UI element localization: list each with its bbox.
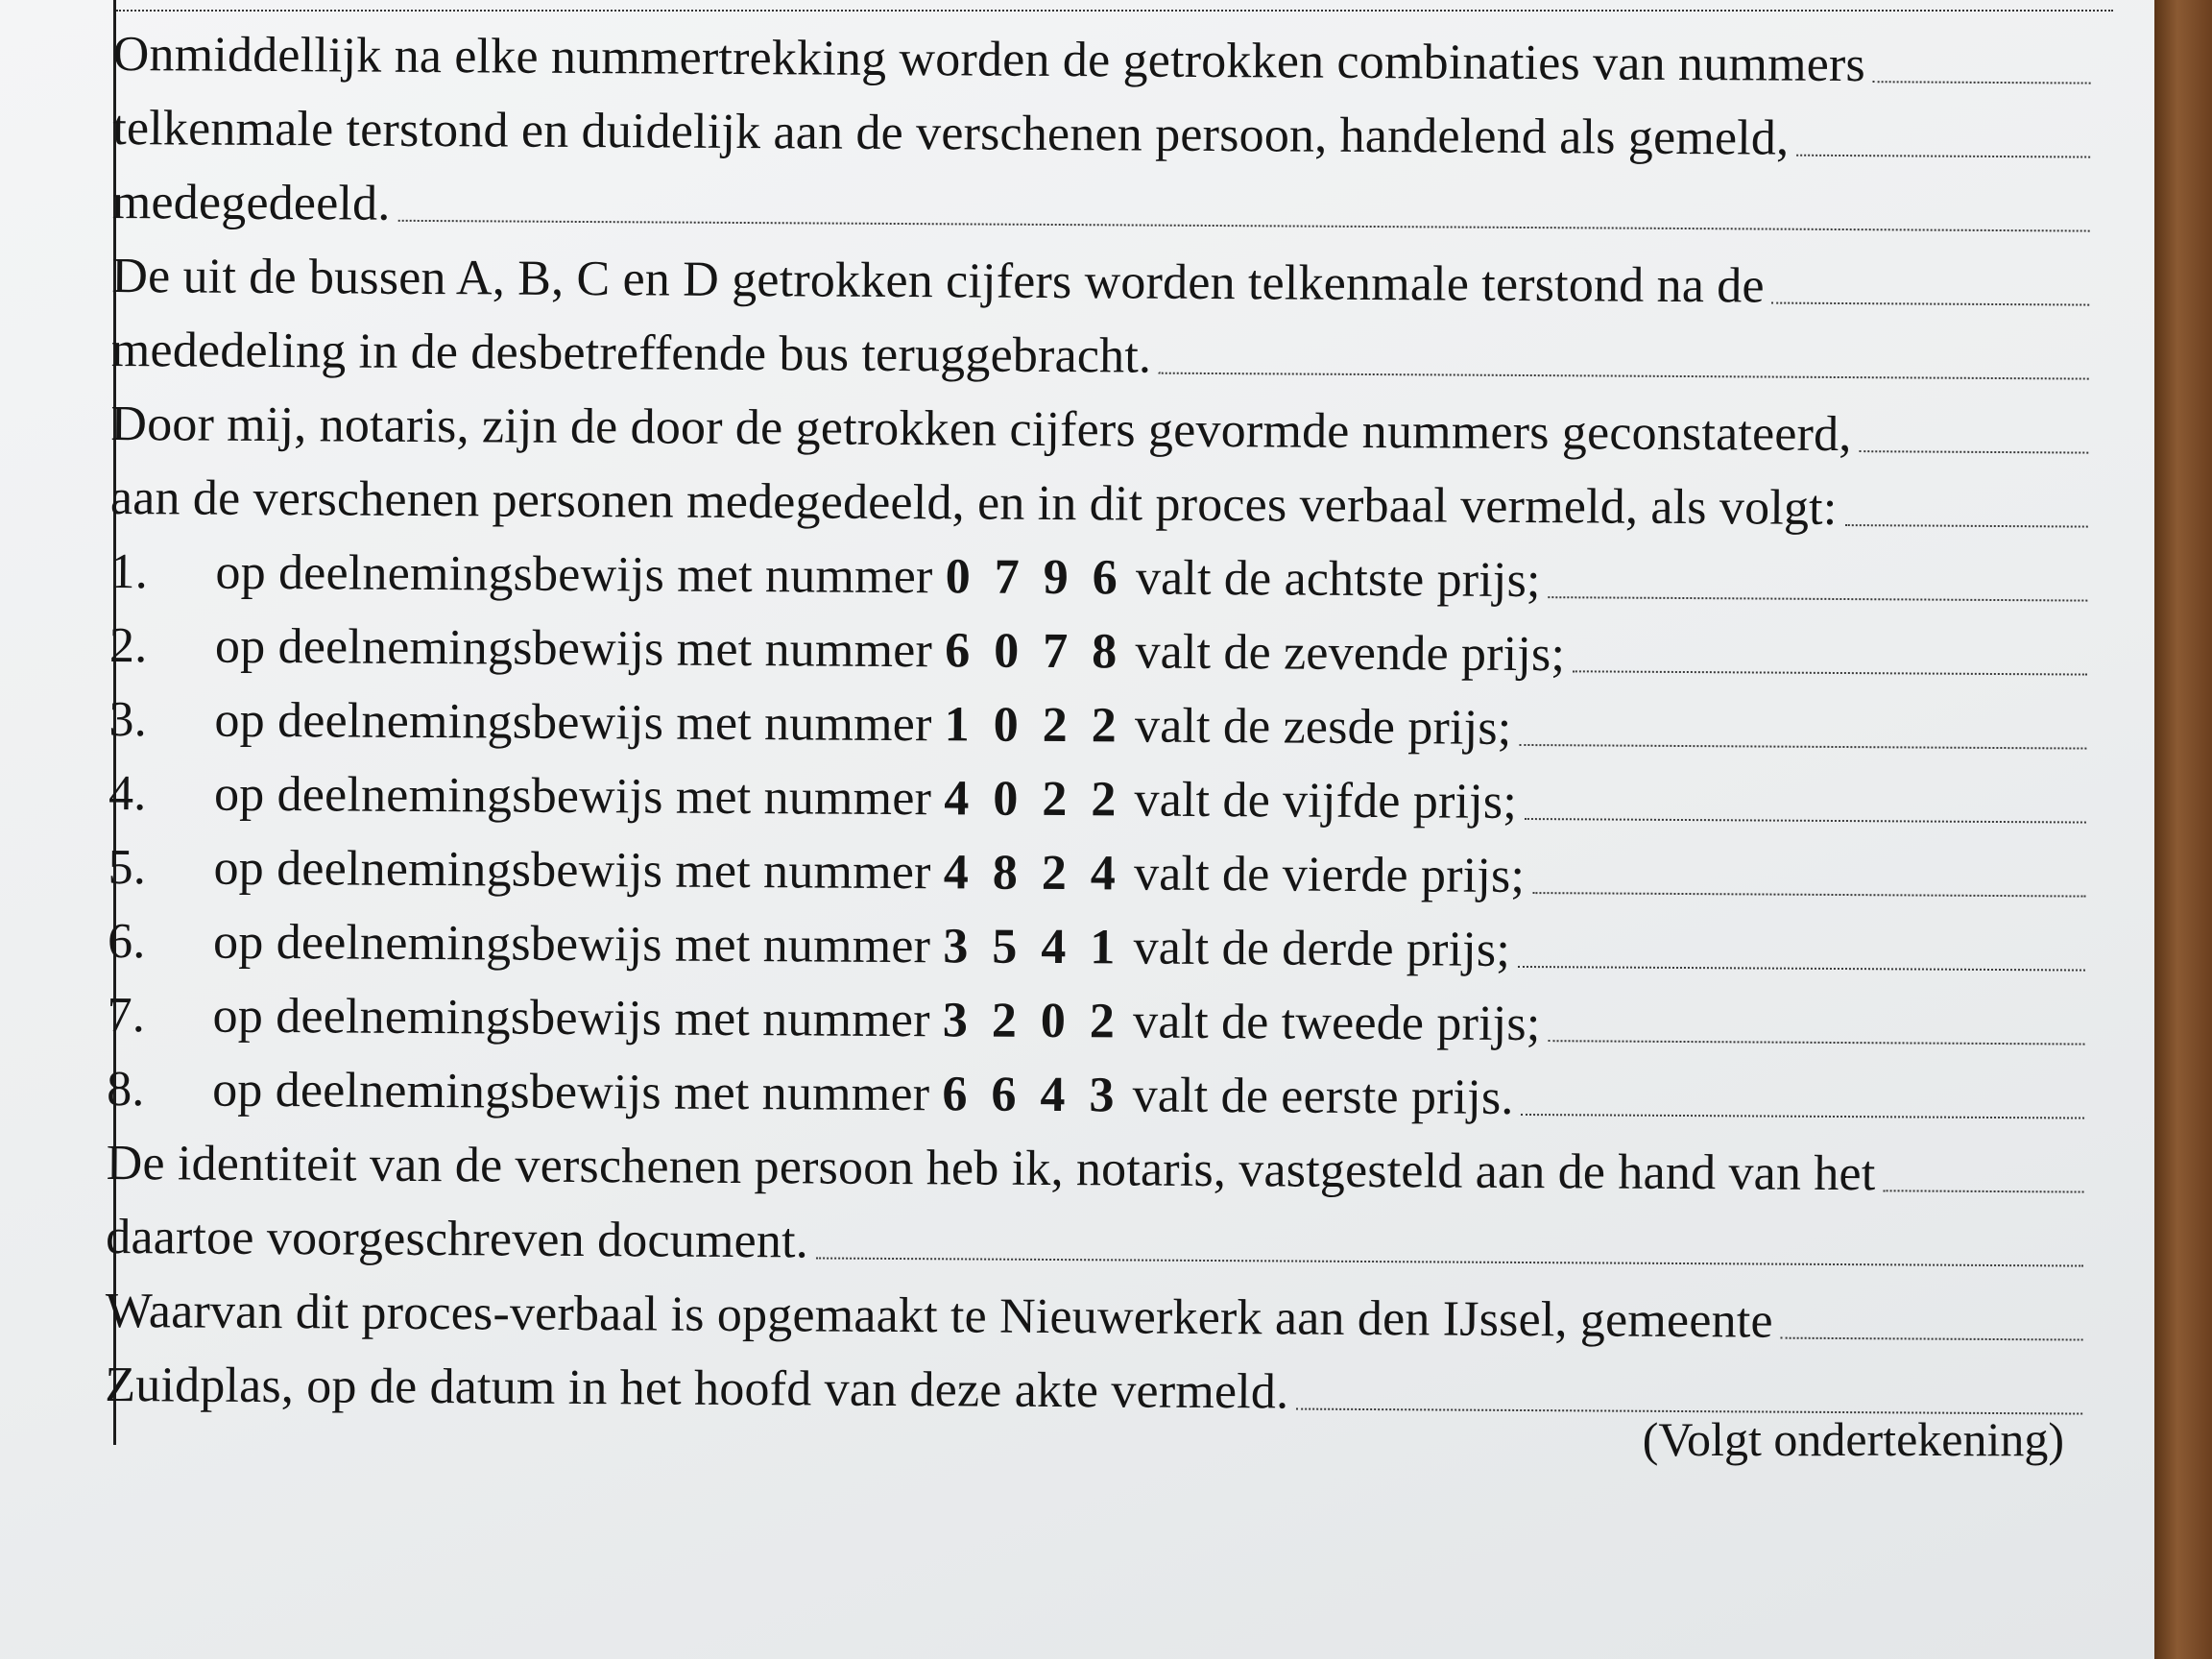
- text-line: [106, 1200, 2083, 1286]
- text-line: [111, 313, 2089, 399]
- prize-prefix: op deelnemingsbewijs met nummer: [212, 914, 931, 974]
- prize-suffix: valt de vijfde prijs;: [1134, 772, 1518, 830]
- paragraph-4-line-1: De identiteit van de verschenen persoon heb ik, notaris, vastgesteld aan de hand van het: [106, 1135, 1876, 1202]
- prize-suffix: valt de achtste prijs;: [1135, 550, 1541, 609]
- text-line: [106, 1274, 2083, 1360]
- prize-index: 3.: [108, 691, 148, 748]
- text-line: [110, 461, 2088, 547]
- prize-number: 4 8 2 4: [943, 845, 1122, 902]
- text-line: [111, 239, 2089, 325]
- prize-prefix: op deelnemingsbewijs met nummer: [215, 544, 933, 605]
- prize-prefix: op deelnemingsbewijs met nummer: [212, 1062, 930, 1122]
- prize-suffix: valt de zevende prijs;: [1135, 624, 1566, 683]
- prize-item: [108, 757, 2086, 843]
- prize-suffix: valt de derde prijs;: [1133, 920, 1511, 977]
- dotted-filler: [1573, 670, 2087, 675]
- text-line: [112, 91, 2090, 178]
- paragraph-4-line-2: daartoe voorgeschreven document.: [106, 1209, 809, 1269]
- dotted-filler: [1548, 1040, 2084, 1045]
- dotted-filler: [1883, 1190, 2083, 1192]
- paragraph-1-line-2: telkenmale terstond en duidelijk aan de verschenen persoon, handelend als gemeld,: [112, 100, 1790, 166]
- text-line: [106, 1126, 2083, 1213]
- paragraph-2-line-2: mededeling in de desbetreffende bus teruggebracht.: [110, 322, 1152, 384]
- dotted-filler: [1796, 155, 2090, 158]
- prize-prefix: op deelnemingsbewijs met nummer: [213, 766, 932, 827]
- table-edge: [2154, 0, 2212, 1659]
- prize-number: 6 0 7 8: [945, 623, 1123, 680]
- prize-item: [107, 978, 2084, 1065]
- dotted-filler: [1873, 81, 2091, 84]
- prize-prefix: op deelnemingsbewijs met nummer: [214, 618, 933, 679]
- prize-index: 1.: [109, 543, 149, 600]
- prize-suffix: valt de tweede prijs;: [1132, 994, 1541, 1052]
- prize-number: 4 0 2 2: [944, 771, 1122, 828]
- dotted-filler: [1159, 373, 2089, 380]
- prize-index: 4.: [108, 765, 147, 822]
- prize-prefix: op deelnemingsbewijs met nummer: [214, 692, 932, 753]
- prize-item: [108, 683, 2086, 769]
- dotted-filler: [816, 1257, 2083, 1266]
- dotted-filler: [1772, 302, 2090, 306]
- dotted-filler: [1532, 892, 2085, 898]
- prize-number: 3 5 4 1: [943, 919, 1121, 975]
- prize-item: [108, 904, 2085, 991]
- closing-signature-note: (Volgt ondertekening): [1642, 1412, 2064, 1466]
- prize-index: 8.: [107, 1061, 145, 1118]
- prize-suffix: valt de zesde prijs;: [1134, 698, 1512, 756]
- prize-item: [108, 830, 2085, 917]
- dotted-filler: [1521, 1114, 2084, 1119]
- paragraph-5-line-1: Waarvan dit proces-verbaal is opgemaakt te Nieuwerkerk aan den IJssel, gemeente: [105, 1283, 1773, 1349]
- prize-number: 6 6 4 3: [942, 1067, 1120, 1123]
- dotted-filler: [1859, 450, 2088, 453]
- paragraph-1-line-3: medegedeeld.: [111, 174, 391, 231]
- prize-item: [109, 535, 2087, 621]
- prize-index: 7.: [107, 987, 146, 1044]
- prize-number: 1 0 2 2: [944, 697, 1122, 754]
- prize-index: 5.: [108, 839, 147, 896]
- text-line: [113, 17, 2091, 104]
- prize-suffix: valt de eerste prijs.: [1132, 1068, 1514, 1125]
- dotted-filler: [1518, 966, 2085, 972]
- text-line: [110, 387, 2088, 473]
- prize-number: 3 2 0 2: [942, 993, 1121, 1049]
- prize-item: [107, 1052, 2084, 1139]
- prize-index: 6.: [107, 913, 146, 970]
- paragraph-3-line-2: aan de verschenen personen medegedeeld, en in dit proces verbaal vermeld, als volgt:: [109, 469, 1838, 536]
- dotted-filler: [397, 220, 2089, 232]
- paragraph-5-line-2: Zuidplas, op de datum in het hoofd van deze akte vermeld.: [105, 1357, 1289, 1420]
- prize-prefix: op deelnemingsbewijs met nummer: [212, 988, 930, 1048]
- dotted-filler: [1844, 524, 2087, 528]
- document-body: [105, 17, 2091, 1434]
- prize-index: 2.: [108, 617, 148, 674]
- prize-item: [109, 609, 2087, 695]
- dotted-filler: [1781, 1337, 2083, 1341]
- paragraph-2-line-1: De uit de bussen A, B, C en D getrokken cijfers worden telkenmale terstond na de: [111, 248, 1765, 314]
- text-line: [112, 165, 2090, 252]
- dotted-filler: [1519, 744, 2086, 750]
- prize-number: 0 7 9 6: [945, 549, 1123, 606]
- prize-suffix: valt de vierde prijs;: [1133, 846, 1526, 903]
- paragraph-1-line-1: Onmiddellijk na elke nummertrekking worden de getrokken combinaties van nummers: [112, 26, 1866, 93]
- top-dotted-rule: [116, 10, 2113, 12]
- paragraph-3-line-1: Door mij, notaris, zijn de door de getrokken cijfers gevormde nummers geconstateerd,: [110, 396, 1852, 463]
- dotted-filler: [1549, 596, 2088, 601]
- dotted-filler: [1525, 818, 2086, 824]
- prize-prefix: op deelnemingsbewijs met nummer: [213, 840, 931, 901]
